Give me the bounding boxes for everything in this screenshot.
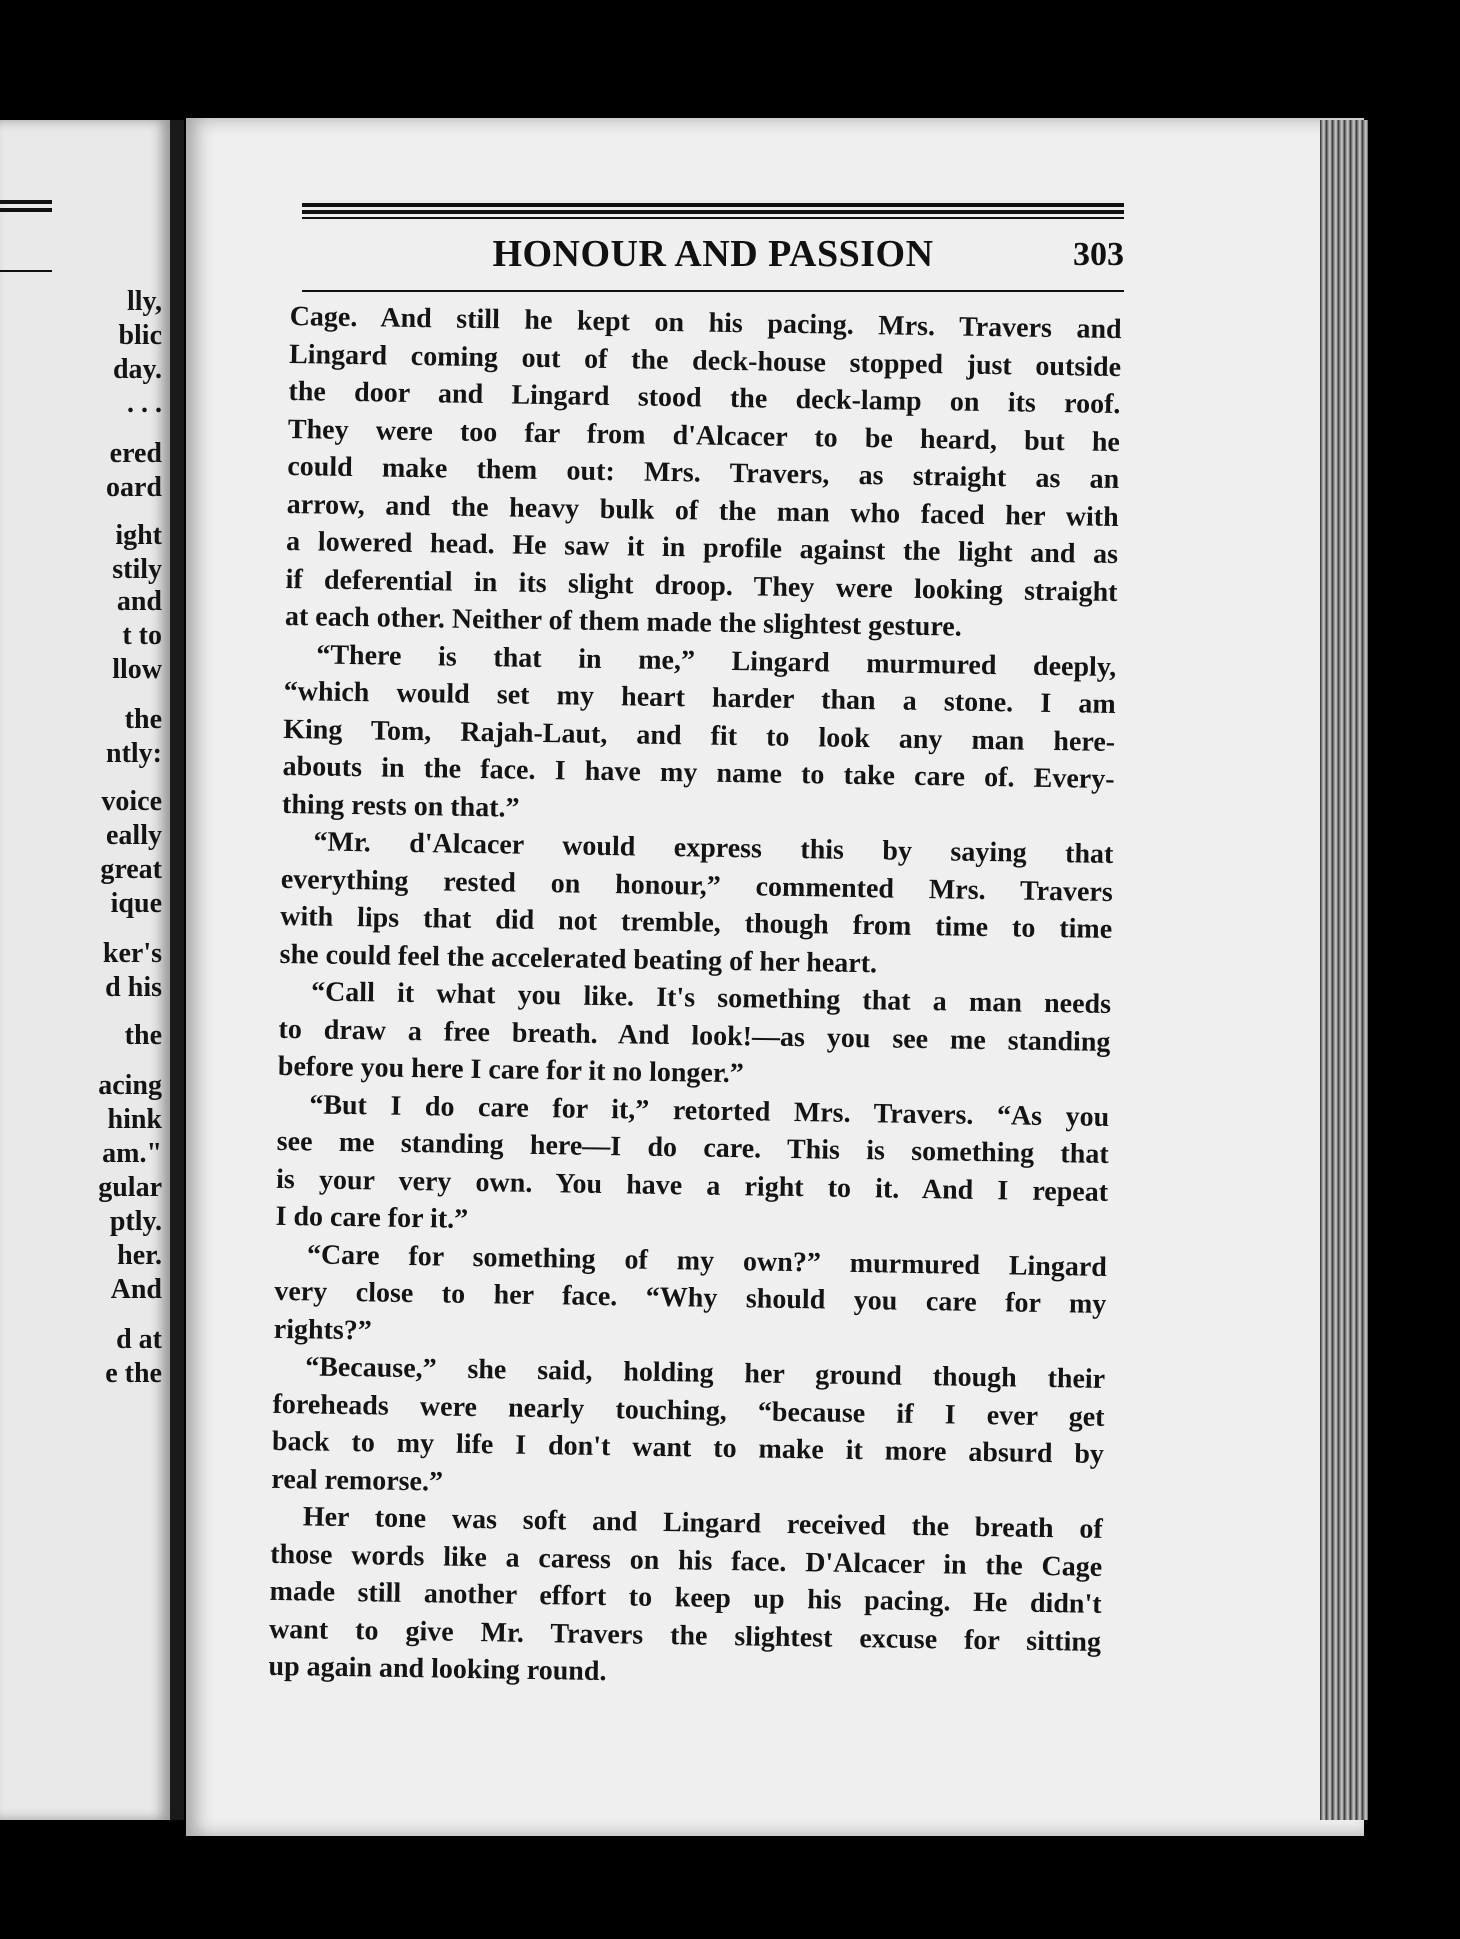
left-page-fragment: ptly. [109, 1206, 162, 1237]
header-rules [302, 203, 1124, 219]
left-page-fragment: ntly: [106, 738, 162, 769]
left-page-rule [0, 200, 52, 204]
page-number: 303 [1073, 236, 1124, 273]
left-page-fragment: am." [102, 1138, 162, 1169]
text-line: rights?” [273, 1313, 373, 1346]
body-text [268, 298, 1122, 1698]
text-line: back to my life I don't want to make it more absurd by [271, 1425, 1105, 1470]
left-page-rule [0, 208, 52, 212]
left-page-fragment: ker's [102, 938, 162, 969]
left-page-fragment: day. [112, 354, 162, 385]
text-line: “Mr. d'Alcacer would express this by saying that [313, 826, 1114, 870]
text-line: a lowered head. He saw it in profile against the light and as [285, 525, 1119, 571]
facing-left-page [0, 120, 184, 1820]
left-page-fragment: blic [118, 320, 162, 351]
text-line: They were too far from d'Alcacer to be heard, but he [287, 413, 1121, 458]
left-page-fragment: gular [98, 1172, 162, 1203]
text-line: arrow, and the heavy bulk of the man who faced her with [286, 488, 1119, 533]
left-page-fragment: eally [106, 820, 162, 851]
text-line: Cage. And still he kept on his pacing. Mrs. Travers and [289, 300, 1122, 346]
left-page-fragment: voice [101, 786, 162, 817]
text-line: foreheads were nearly touching, “because if I ever get [272, 1388, 1105, 1433]
text-line: is your very own. You have a right to it. And I repeat [275, 1163, 1109, 1208]
text-line: King Tom, Rajah-Laut, and fit to look any man here- [282, 713, 1116, 758]
text-line: those words like a caress on his face. D'Alcacer in the Cage [270, 1538, 1103, 1583]
left-page-fragment: the [124, 1020, 162, 1051]
text-line: the door and Lingard stood the deck-lamp on its roof. [288, 375, 1121, 421]
running-title: HONOUR AND PASSION [492, 233, 934, 275]
text-line: very close to her face. “Why should you care for my [274, 1275, 1107, 1320]
left-page-fragment: ight [115, 520, 162, 551]
left-page-fragment: the [124, 704, 162, 735]
left-page-fragment: stily [112, 554, 162, 585]
left-page-fragment: ique [110, 888, 162, 919]
left-page-fragment: great [100, 854, 162, 885]
text-line: she could feel the accelerated beating of her heart. [279, 938, 878, 979]
text-line: up again and looking round. [268, 1650, 607, 1688]
left-page-fragment: and [116, 586, 162, 617]
text-line: abouts in the face. I have my name to take care of. Every- [282, 750, 1115, 796]
left-page-fragment: e the [105, 1358, 162, 1389]
left-page-fragment: oard [106, 472, 162, 503]
left-page-fragment: d his [105, 972, 162, 1003]
left-page-fragment: hink [107, 1104, 162, 1135]
left-page-fragment: her. [117, 1240, 162, 1271]
text-line: “There is that in me,” Lingard murmured deeply, [316, 638, 1117, 683]
left-page-fragment: And [110, 1274, 162, 1305]
left-page-fragment: d at [116, 1324, 162, 1355]
text-line: before you here I care for it no longer.” [277, 1050, 744, 1090]
left-page-fragment: ered [109, 438, 162, 469]
text-line: Her tone was soft and Lingard received the breath of [302, 1501, 1104, 1545]
text-line: “Care for something of my own?” murmured Lingard [306, 1238, 1108, 1283]
text-line: see me standing here—I do care. This is something that [276, 1125, 1109, 1170]
left-page-fragment: t to [122, 620, 162, 651]
text-line: “Because,” she said, holding her ground though their [304, 1351, 1106, 1395]
running-head [302, 232, 1124, 282]
left-page-rule [0, 270, 52, 272]
left-page-fragment: llow [112, 654, 162, 685]
text-line: I do care for it.” [275, 1200, 469, 1235]
text-line: thing rests on that.” [281, 788, 520, 824]
text-line: could make them out: Mrs. Travers, as straight as an [287, 450, 1120, 496]
text-line: real remorse.” [271, 1463, 444, 1498]
text-line: to draw a free breath. And look!—as you see me standing [278, 1013, 1111, 1058]
text-line: with lips that did not tremble, though from time to time [280, 900, 1113, 945]
left-page-fragment: lly, [126, 286, 162, 317]
left-page-fragment: . . . [127, 388, 162, 419]
left-page-fragment: acing [98, 1070, 162, 1101]
page-edges [1320, 120, 1368, 1820]
text-line: “But I do care for it,” retorted Mrs. Travers. “As you [309, 1088, 1110, 1133]
text-line: “Call it what you like. It's something that a man needs [310, 976, 1112, 1020]
header-underline [302, 290, 1124, 292]
text-line: “which would set my heart harder than a stone. I am [283, 675, 1116, 721]
text-line: Lingard coming out of the deck-house stopped just outside [288, 338, 1122, 383]
text-line: if deferential in its slight droop. They were looking straight [285, 563, 1118, 608]
text-line: at each other. Neither of them made the slightest gesture. [284, 600, 962, 643]
text-line: want to give Mr. Travers the slightest excuse for sitting [268, 1613, 1102, 1658]
text-line: everything rested on honour,” commented Mrs. Travers [280, 863, 1114, 908]
text-line: made still another effort to keep up his pacing. He didn't [269, 1575, 1102, 1620]
